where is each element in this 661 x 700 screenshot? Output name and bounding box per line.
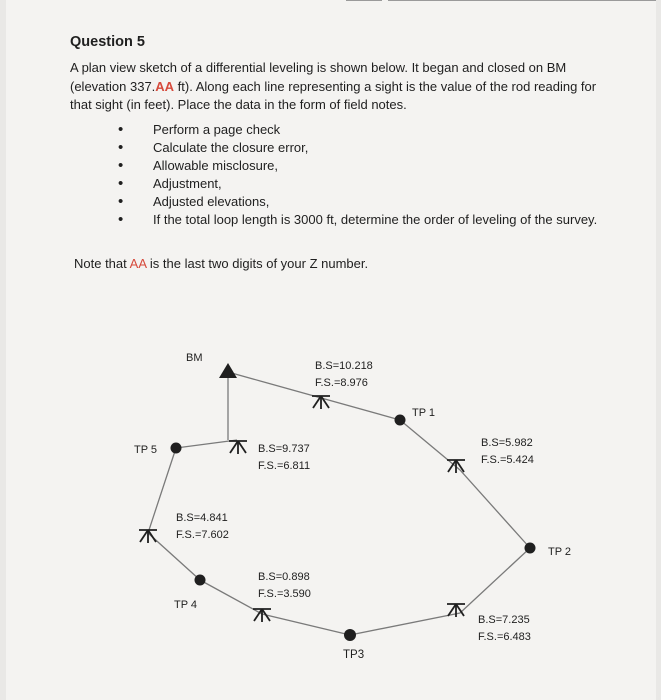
tp1-label: TP 1 xyxy=(412,407,436,419)
reading-bs: B.S=5.982 xyxy=(481,437,533,449)
reading-bs: B.S=10.218 xyxy=(315,360,373,372)
tp3-label: TP3 xyxy=(343,649,365,661)
tp3-point xyxy=(344,629,356,641)
reading-fs: F.S.=3.590 xyxy=(258,588,311,600)
para-part-b: ft). Along each line representing a sight is the value of the rod reading for that sight (in feet). Place the data in the form of field notes. xyxy=(70,78,597,112)
reading-fs: F.S.=7.602 xyxy=(176,529,229,541)
sight-line xyxy=(176,440,237,448)
tp4-point xyxy=(195,575,206,586)
task-item: • Calculate the closure error, xyxy=(118,139,608,157)
task-item: • If the total loop length is 3000 ft, determine the order of leveling of the survey. xyxy=(118,211,608,229)
reading-bs: B.S=9.737 xyxy=(258,443,310,455)
level-instrument-icon xyxy=(229,441,247,454)
note-part-b: is the last two digits of your Z number. xyxy=(146,256,369,271)
tp2-point xyxy=(525,543,536,554)
tp5-point xyxy=(171,443,182,454)
tp1-point xyxy=(395,415,406,426)
sight-lines xyxy=(148,372,530,635)
level-instrument-icon xyxy=(139,530,157,543)
bm-label: BM xyxy=(186,352,203,364)
task-item: • Adjusted elevations, xyxy=(118,193,608,211)
tp5-label: TP 5 xyxy=(134,444,158,456)
benchmark-triangle-icon xyxy=(219,363,237,378)
reading-fs: F.S.=6.811 xyxy=(258,460,311,472)
level-instrument-icon xyxy=(312,396,330,409)
task-item: • Perform a page check xyxy=(118,121,608,139)
para-aa-highlight: AA xyxy=(155,78,175,94)
reading-bs: B.S=4.841 xyxy=(176,512,228,524)
para-part-a: A plan view sketch of a differential leveling is shown below. It began and closed on BM (elevation 337. xyxy=(70,60,567,94)
tp4-label: TP 4 xyxy=(174,599,198,611)
reading-bs: B.S=0.898 xyxy=(258,571,310,583)
question-title: Question 5 xyxy=(70,34,145,50)
reading-fs: F.S.=6.483 xyxy=(478,631,531,643)
reading-fs: F.S.=8.976 xyxy=(315,377,368,389)
tp2-label: TP 2 xyxy=(548,546,572,558)
note-part-a: Note that xyxy=(74,256,130,271)
task-item: • Allowable misclosure, xyxy=(118,157,608,175)
reading-fs: F.S.=5.424 xyxy=(481,454,534,466)
task-item: • Adjustment, xyxy=(118,175,608,193)
note-aa-highlight: AA xyxy=(129,256,147,271)
reading-bs: B.S=7.235 xyxy=(478,614,530,626)
